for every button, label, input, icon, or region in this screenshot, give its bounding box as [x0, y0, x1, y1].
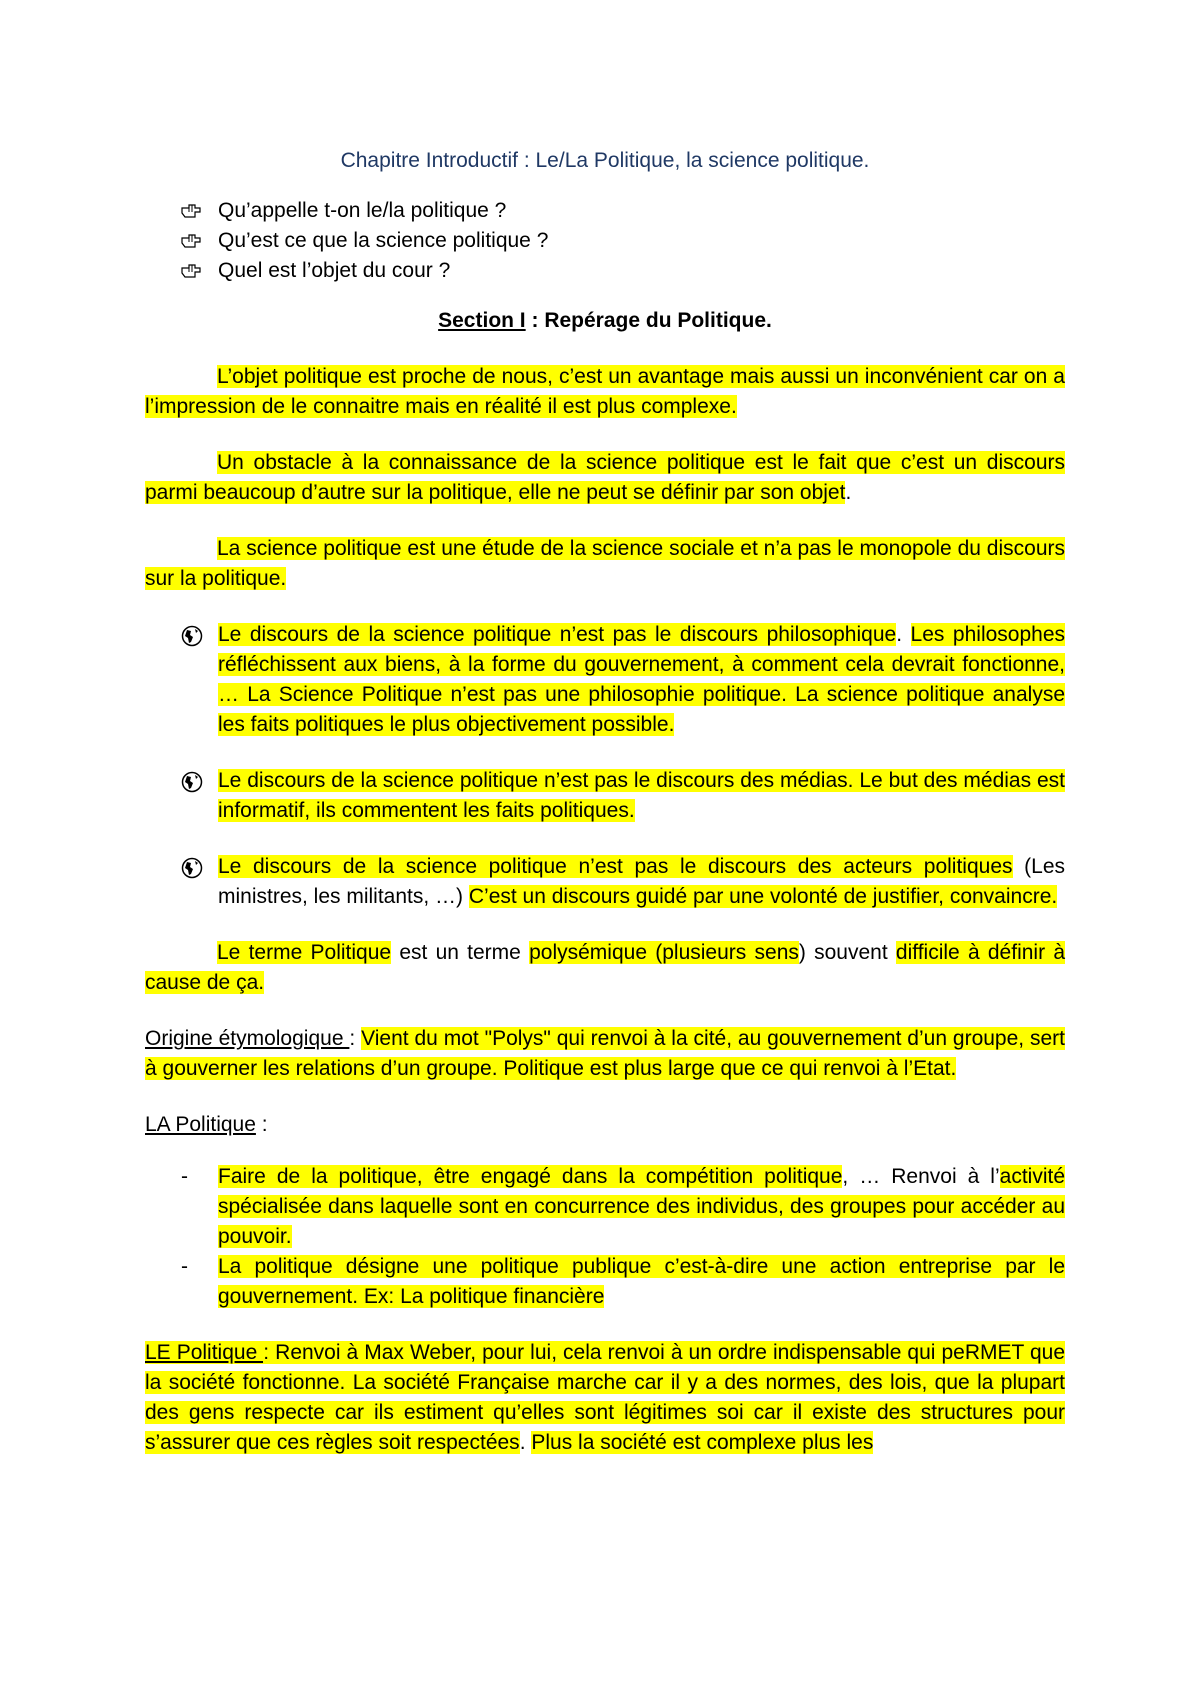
pointing-hand-icon	[181, 264, 201, 279]
paragraph: L’objet politique est proche de nous, c’est un avantage mais aussi un inconvénient car on a l’impression de le connaitre mais en réalité il est plus complexe.	[145, 365, 1065, 418]
globe-icon	[181, 857, 203, 879]
question-list	[181, 196, 1065, 286]
list-item: Qu’appelle t-on le/la politique ?	[181, 196, 1065, 226]
dash-list	[145, 1162, 1065, 1312]
document-page	[145, 146, 1065, 1484]
paragraph: LA Politique :	[145, 1113, 268, 1136]
list-item: Le discours de la science politique n’est pas le discours philosophique. Les philosophes réfléchissent aux biens, à la forme du gouvernement, à comment cela devrait fonctionne, … La Science Politique n’est pas une philosophie politique. La science politique analyse les faits politiques le plus objectivement possible.	[145, 620, 1065, 740]
globe-icon	[181, 625, 203, 647]
section-heading: Section I : Repérage du Politique.	[438, 309, 772, 332]
pointing-hand-icon	[181, 204, 201, 219]
paragraph: Origine étymologique : Vient du mot "Polys" qui renvoi à la cité, au gouvernement d’un groupe, sert à gouverner les relations d’un groupe. Politique est plus large que ce qui renvoi à l’Etat.	[145, 1027, 1066, 1080]
paragraph: La science politique est une étude de la science sociale et n’a pas le monopole du discours sur la politique.	[145, 537, 1065, 590]
list-item: Le discours de la science politique n’est pas le discours des médias. Le but des médias est informatif, ils commentent les faits politiques.	[145, 766, 1065, 826]
paragraph: LE Politique : Renvoi à Max Weber, pour lui, cela renvoi à un ordre indispensable qui peRMET que la société fonctionne. La société Française marche car il y a des normes, des lois, que la plupart des gens respecte car ils estiment qu’elles sont légitimes soi car il existe des structures pour s’assurer que ces règles soit respectées. Plus la société est complexe plus les	[145, 1341, 1065, 1454]
paragraph: Un obstacle à la connaissance de la science politique est le fait que c’est un discours parmi beaucoup d’autre sur la politique, elle ne peut se définir par son objet.	[145, 451, 1065, 504]
paragraph: Le terme Politique est un terme polysémique (plusieurs sens) souvent difficile à définir à cause de ça.	[145, 941, 1065, 994]
list-item: Qu’est ce que la science politique ?	[181, 226, 1065, 256]
list-item: - Faire de la politique, être engagé dans la compétition politique, … Renvoi à l’activité spécialisée dans laquelle sont en concurrence des individus, des groupes pour accéder au pouvoir.	[181, 1165, 1065, 1248]
chapter-title: Chapitre Introductif : Le/La Politique, la science politique.	[340, 149, 870, 172]
list-item: Quel est l’objet du cour ?	[181, 256, 1065, 286]
pointing-hand-icon	[181, 234, 201, 249]
list-item: Le discours de la science politique n’est pas le discours des acteurs politiques (Les ministres, les militants, …) C’est un discours guidé par une volonté de justifier, convaincre.	[145, 852, 1065, 912]
globe-icon	[181, 771, 203, 793]
list-item: - La politique désigne une politique publique c’est-à-dire une action entreprise par le gouvernement. Ex: La politique financière	[181, 1255, 1065, 1308]
